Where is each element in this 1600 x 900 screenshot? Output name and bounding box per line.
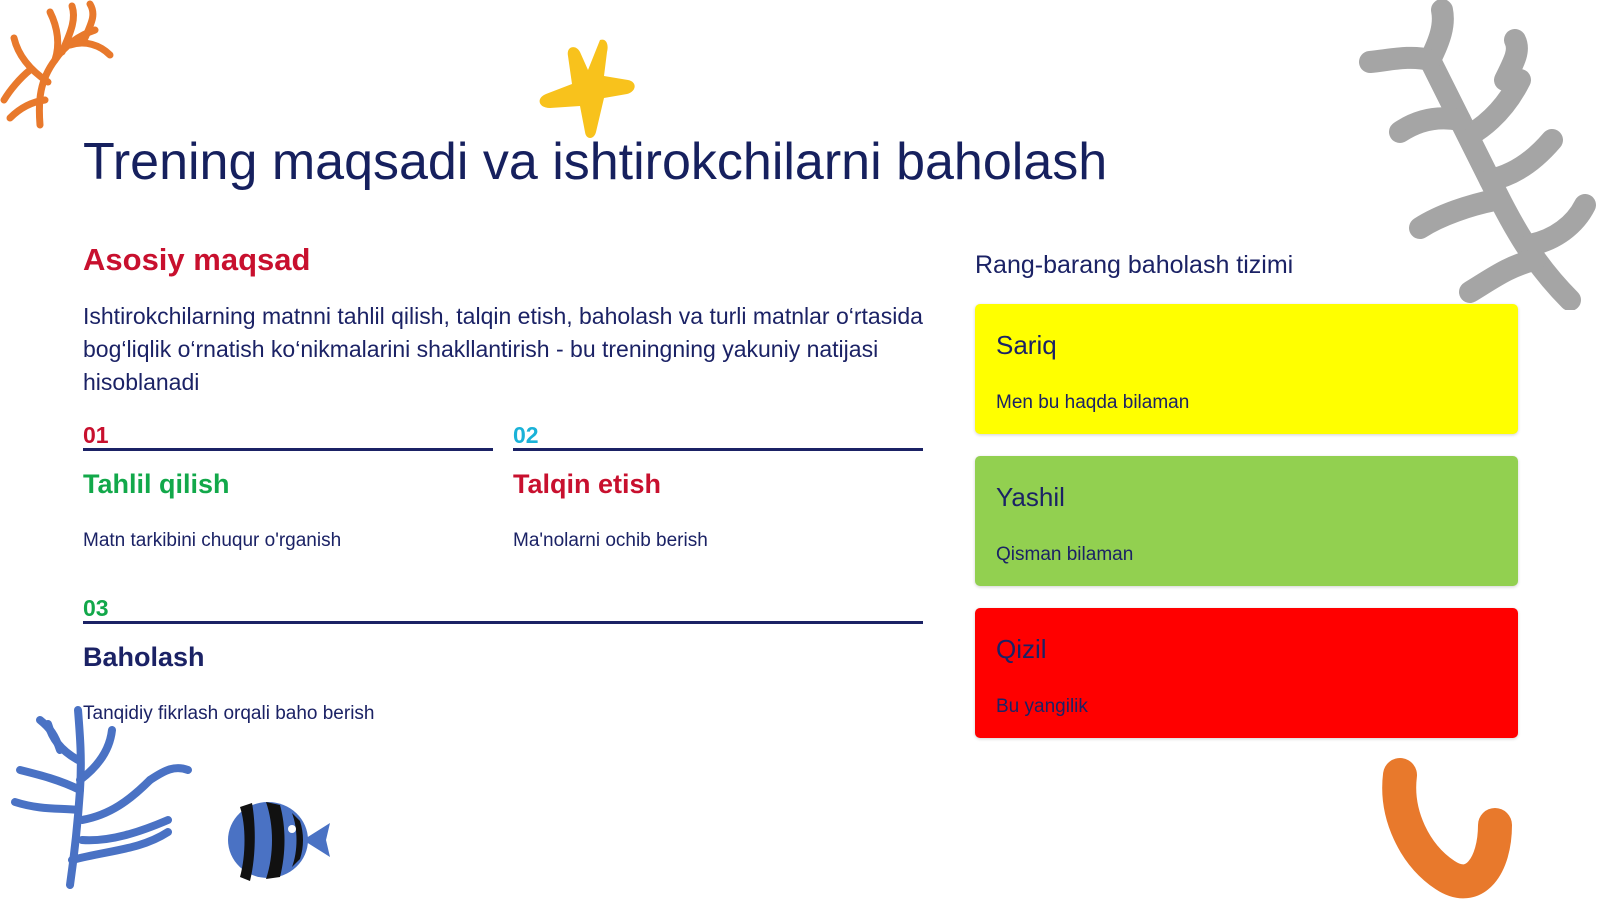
card-label: Yashil (996, 482, 1065, 512)
step-name: Baholash (83, 642, 205, 672)
step-description: Matn tarkibini chuqur o'rganish (83, 530, 342, 551)
assessment-card-yellow (975, 304, 1518, 434)
step-number: 01 (83, 422, 109, 448)
assessment-card-green (975, 456, 1518, 586)
card-meaning: Qisman bilaman (996, 544, 1134, 565)
step-description: Ma'nolarni ochib berish (513, 530, 708, 551)
slide-title: Trening maqsadi va ishtirokchilarni baholash (83, 133, 1108, 191)
orange-coral-icon (0, 0, 120, 130)
card-label: Qizil (996, 634, 1047, 664)
starfish-icon (530, 36, 640, 146)
step-divider (83, 448, 493, 451)
goal-description: Ishtirokchilarning matnni tahlil qilish, talqin etish, baholash va turli matnlar o‘rtasida bog‘liqlik o‘rnatish ko‘nikmalarini shakllantirish - bu treningning yakuniy natijasi hisoblanadi (83, 303, 923, 395)
blue-coral-icon (0, 700, 200, 890)
step-number: 03 (83, 595, 109, 621)
goal-section (83, 242, 923, 399)
step-divider (83, 621, 923, 624)
goal-heading: Asosiy maqsad (83, 242, 311, 277)
card-meaning: Bu yangilik (996, 696, 1088, 717)
card-meaning: Men bu haqda bilaman (996, 392, 1190, 413)
orange-sponge-icon (1375, 745, 1535, 900)
step-name: Talqin etish (513, 469, 662, 499)
step-03 (83, 595, 923, 725)
striped-fish-icon (218, 795, 333, 885)
step-divider (513, 448, 923, 451)
gray-coral-icon (1330, 0, 1600, 310)
step-02 (513, 422, 923, 552)
step-01 (83, 422, 493, 552)
assessment-card-red (975, 608, 1518, 738)
assessment-heading: Rang-barang baholash tizimi (975, 251, 1294, 279)
step-name: Tahlil qilish (83, 469, 230, 499)
step-number: 02 (513, 422, 539, 448)
step-description: Tanqidiy fikrlash orqali baho berish (83, 703, 375, 724)
card-label: Sariq (996, 330, 1057, 360)
